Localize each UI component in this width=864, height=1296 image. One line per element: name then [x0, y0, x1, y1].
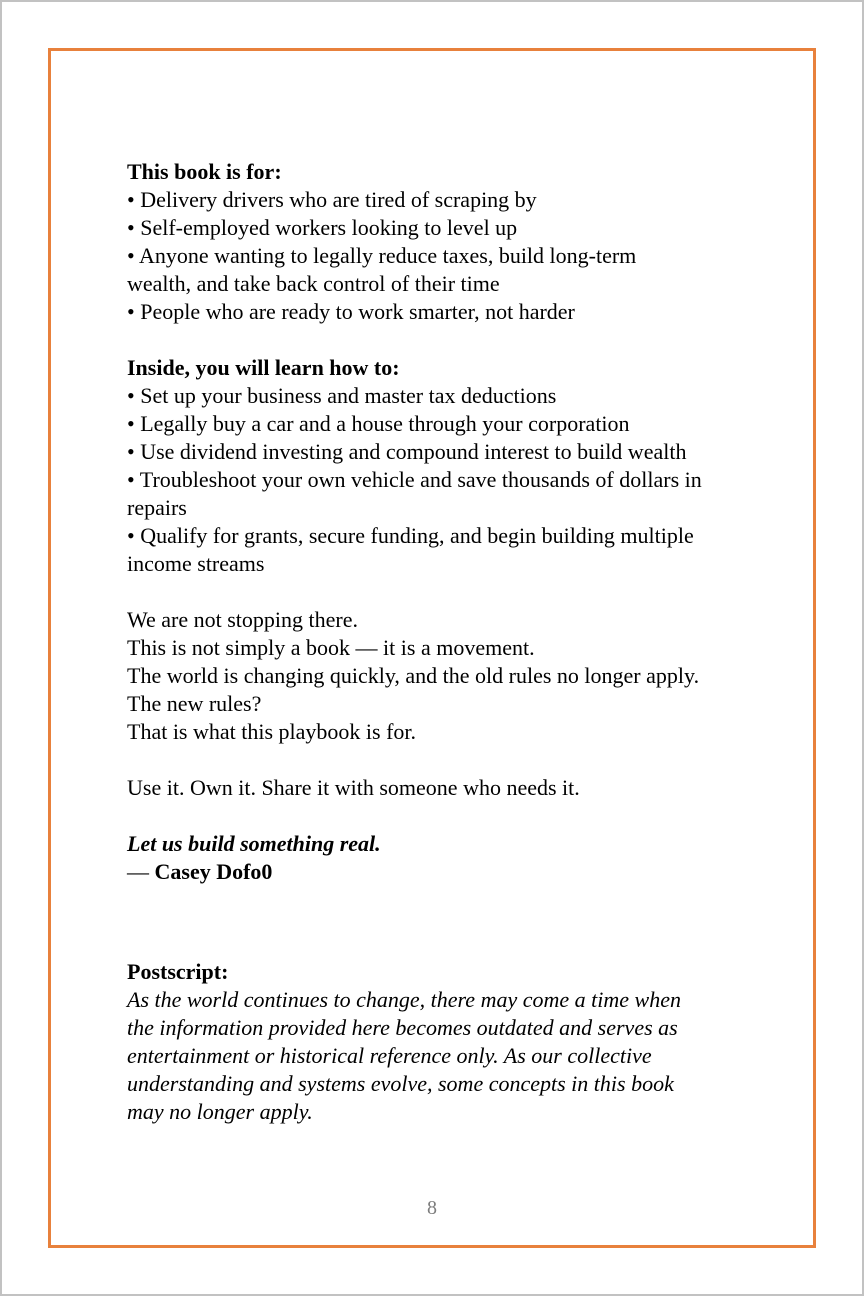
bullet-line: • Legally buy a car and a house through your corporation	[127, 411, 630, 436]
bullet-line: • People who are ready to work smarter, not harder	[127, 299, 575, 324]
body-text-line: The world is changing quickly, and the old rules no longer apply.	[127, 663, 700, 688]
section-call-to-action	[127, 774, 775, 802]
bullet-line: • Use dividend investing and compound interest to build wealth	[127, 439, 687, 464]
signature-author: Casey Dofo0	[154, 859, 273, 884]
section-postscript	[127, 958, 775, 1126]
section-movement	[127, 606, 775, 746]
postscript-text-line: understanding and systems evolve, some concepts in this book	[127, 1071, 674, 1096]
bullet-line-continuation: repairs	[127, 495, 187, 520]
section-signature	[127, 830, 775, 886]
body-text-line: Use it. Own it. Share it with someone who needs it.	[127, 775, 580, 800]
section-heading: Postscript:	[127, 959, 229, 984]
body-text-line: The new rules?	[127, 691, 262, 716]
body-text-line: We are not stopping there.	[127, 607, 358, 632]
bullet-line-continuation: income streams	[127, 551, 265, 576]
signature-author-line	[127, 858, 775, 886]
page-number: 8	[427, 1197, 437, 1219]
body-text-line: This is not simply a book — it is a movement.	[127, 635, 535, 660]
bullet-line: • Self-employed workers looking to level up	[127, 215, 518, 240]
signature-tagline: Let us build something real.	[127, 831, 381, 856]
postscript-text-line: the information provided here becomes outdated and serves as	[127, 1015, 678, 1040]
body-text-line: That is what this playbook is for.	[127, 719, 417, 744]
section-heading: This book is for:	[127, 159, 282, 184]
signature-dash: —	[127, 859, 155, 884]
bullet-line: • Anyone wanting to legally reduce taxes, build long-term	[127, 243, 637, 268]
postscript-text-line: may no longer apply.	[127, 1099, 313, 1124]
bullet-line: • Qualify for grants, secure funding, and begin building multiple	[127, 523, 694, 548]
postscript-text-line: As the world continues to change, there may come a time when	[127, 987, 681, 1012]
page-content	[127, 158, 775, 1126]
postscript-text-line: entertainment or historical reference only. As our collective	[127, 1043, 652, 1068]
bullet-line: • Troubleshoot your own vehicle and save thousands of dollars in	[127, 467, 702, 492]
bullet-line-continuation: wealth, and take back control of their time	[127, 271, 500, 296]
section-audience	[127, 158, 775, 326]
section-heading: Inside, you will learn how to:	[127, 355, 400, 380]
bullet-line: • Set up your business and master tax deductions	[127, 383, 557, 408]
bullet-line: • Delivery drivers who are tired of scraping by	[127, 187, 537, 212]
section-learn	[127, 354, 775, 578]
